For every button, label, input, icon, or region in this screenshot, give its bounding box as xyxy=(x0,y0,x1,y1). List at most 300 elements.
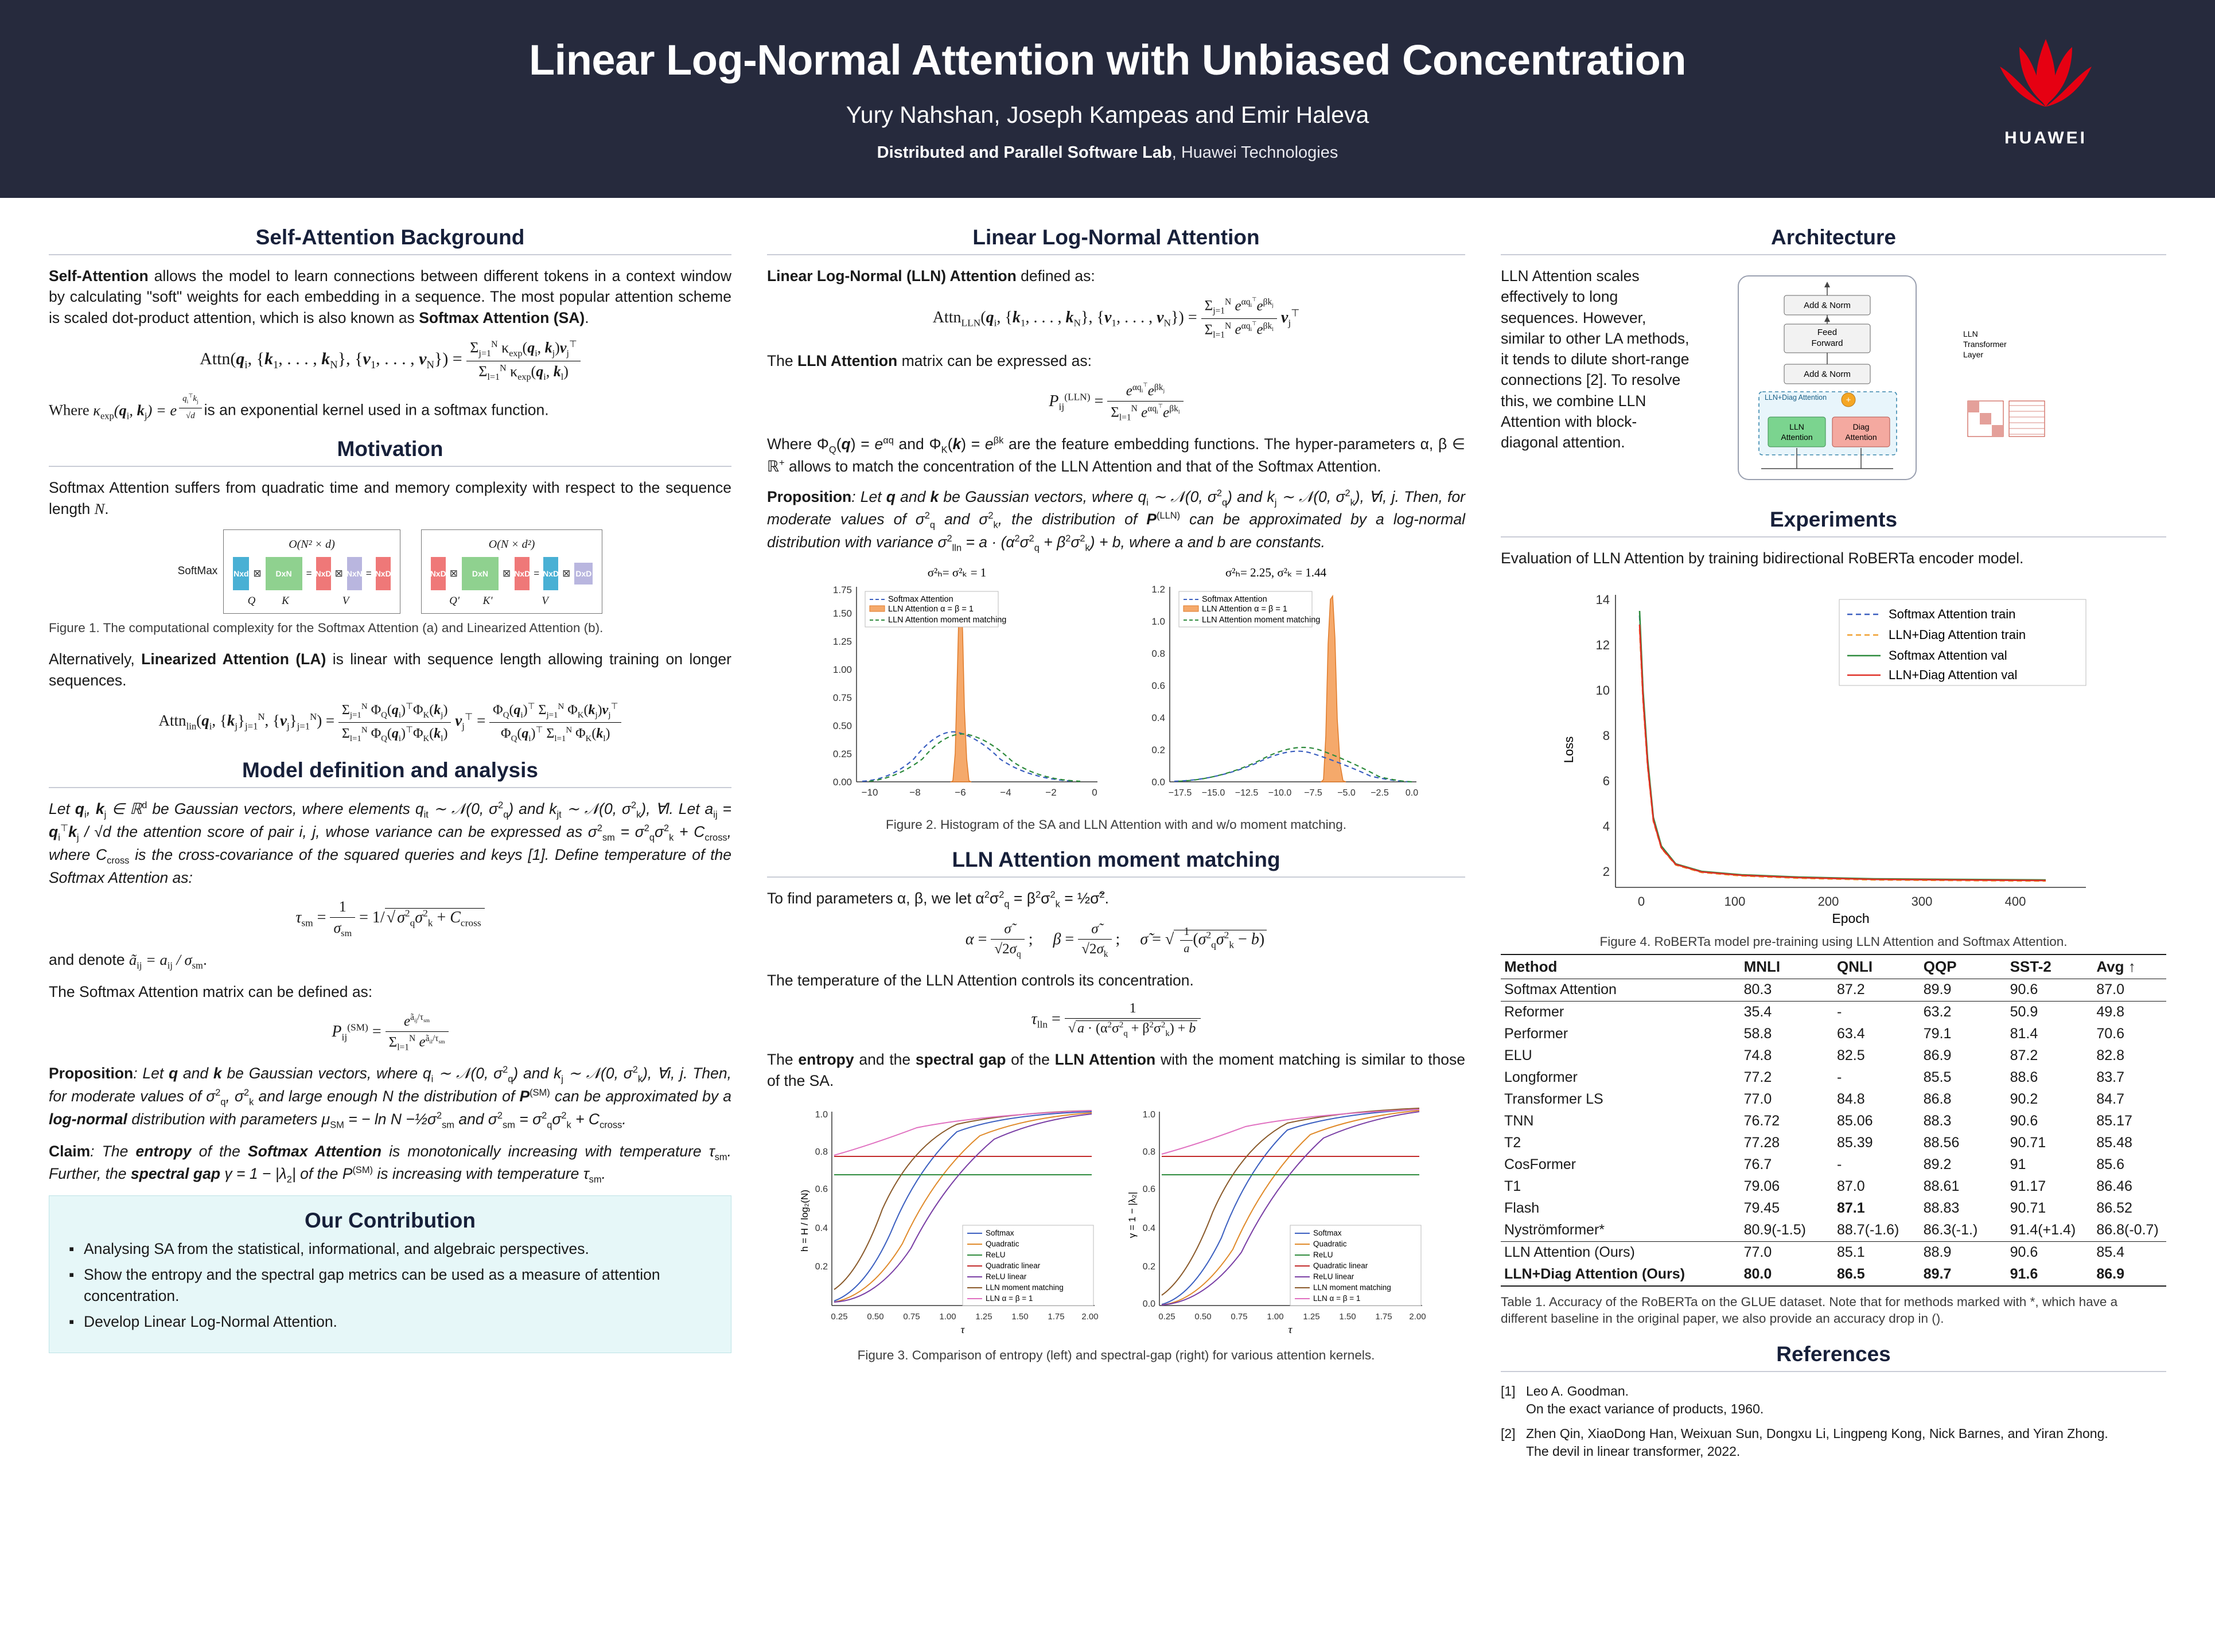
svg-text:Quadratic linear: Quadratic linear xyxy=(1313,1261,1368,1270)
svg-text:Softmax Attention train: Softmax Attention train xyxy=(1889,607,2016,622)
figure1-panel-a xyxy=(223,529,400,614)
svg-text:ReLU linear: ReLU linear xyxy=(1313,1272,1354,1281)
block-nxd-b2: NxD xyxy=(515,557,530,590)
equation-softmax-attention: $Attn(q_i$, {$k_1$, . . . , $k_N$}, {$v_1$, . . . , $v_N$}) = $\frac{\Sigma_{j=1}^N \kappa_{exp}(q_i, k_j)v_j^⊤}{\Sigma_{l=1}^N \kappa_{exp}(q_i, k_l)}$ xyxy=(49,338,731,383)
cell-method: LLN Attention (Ours) xyxy=(1501,1241,1741,1264)
cell-sst2: 91.17 xyxy=(2010,1178,2046,1195)
svg-text:τ: τ xyxy=(960,1323,964,1336)
table-row xyxy=(1501,1176,2166,1198)
svg-text:0.00: 0.00 xyxy=(832,777,852,788)
self-attention-text-end: . xyxy=(585,309,589,326)
section-title-architecture: Architecture xyxy=(1771,225,1896,249)
moment-matching-intro: To find parameters α, β, we let $\alpha^2\sigma^2_q = \beta^2\sigma^2_k$ = ½σ̃$^2$. xyxy=(767,890,1110,910)
svg-text:0: 0 xyxy=(1637,894,1645,909)
svg-text:8: 8 xyxy=(1602,728,1610,743)
svg-text:2.00: 2.00 xyxy=(1081,1311,1099,1322)
svg-text:−2.5: −2.5 xyxy=(1370,788,1389,798)
svg-text:−10: −10 xyxy=(861,787,878,798)
svg-text:Forward: Forward xyxy=(1811,338,1843,348)
section-title-experiments: Experiments xyxy=(1769,508,1898,531)
lln-definition-intro xyxy=(767,266,1465,286)
svg-text:Epoch: Epoch xyxy=(1832,911,1870,926)
cell-avg: 82.8 xyxy=(2096,1047,2125,1064)
cell-method: CosFormer xyxy=(1504,1156,1576,1173)
figure1-softmax-label: SoftMax xyxy=(177,565,218,578)
reference-body xyxy=(1526,1382,1764,1418)
svg-text:0.2: 0.2 xyxy=(815,1261,828,1272)
col-qqp: QQP xyxy=(1923,957,1957,975)
svg-text:400: 400 xyxy=(2004,894,2026,909)
svg-text:0.6: 0.6 xyxy=(1151,680,1165,692)
col-method: Method xyxy=(1504,957,1558,975)
lln-matrix-a: The xyxy=(767,352,798,370)
svg-text:Softmax Attention: Softmax Attention xyxy=(1201,595,1267,605)
svg-text:−15.0: −15.0 xyxy=(1201,788,1225,798)
cell-sst2: 91.6 xyxy=(2010,1266,2038,1283)
cell-qnli: 86.5 xyxy=(1836,1266,1865,1283)
divider xyxy=(49,787,731,788)
cell-mnli: 79.45 xyxy=(1743,1200,1780,1217)
cell-qqp: 86.9 xyxy=(1923,1047,1952,1064)
experiments-intro: Evaluation of LLN Attention by training bidirectional RoBERTa encoder model. xyxy=(1501,550,2024,567)
cell-mnli: 74.8 xyxy=(1743,1047,1772,1064)
section-title-motivation: Motivation xyxy=(337,437,443,461)
list-item: ▪ Develop Linear Log-Normal Attention. xyxy=(84,1311,714,1332)
svg-text:LLN Attention moment matching: LLN Attention moment matching xyxy=(887,615,1006,625)
svg-text:1.25: 1.25 xyxy=(832,636,852,648)
svg-text:1.2: 1.2 xyxy=(1151,584,1165,595)
cell-sst2: 91.4(+1.4) xyxy=(2010,1222,2076,1238)
cell-avg: 85.17 xyxy=(2096,1113,2132,1129)
block-dxn-b: DxN xyxy=(462,557,499,590)
svg-text:1.50: 1.50 xyxy=(832,608,852,620)
cell-qqp: 88.56 xyxy=(1923,1135,1960,1151)
svg-text:σ²ₕ= σ²ₖ = 1: σ²ₕ= σ²ₖ = 1 xyxy=(927,566,986,580)
svg-text:1.75: 1.75 xyxy=(1047,1311,1065,1322)
section-title-model-definition: Model definition and analysis xyxy=(242,758,538,782)
sm-matrix-intro: The Softmax Attention matrix can be defined as: xyxy=(49,983,373,1001)
svg-text:−17.5: −17.5 xyxy=(1168,788,1192,798)
figure2-left-plot xyxy=(805,564,1109,811)
svg-text:Softmax Attention val: Softmax Attention val xyxy=(1889,648,2007,663)
huawei-logo xyxy=(1974,34,2117,148)
cell-sst2: 90.71 xyxy=(2010,1135,2046,1151)
svg-text:100: 100 xyxy=(1724,894,1746,909)
block-nxd-b1: NxD xyxy=(431,557,446,590)
reference-number: [2] xyxy=(1501,1426,1516,1441)
affiliation-org: , Huawei Technologies xyxy=(1171,143,1338,162)
svg-text:LLN: LLN xyxy=(1789,422,1804,431)
figure-1-complexity xyxy=(49,529,731,614)
huawei-brand-label: HUAWEI xyxy=(2004,128,2087,147)
svg-text:Quadratic: Quadratic xyxy=(985,1239,1019,1248)
svg-text:2: 2 xyxy=(1602,864,1610,879)
entropy-term: entropy xyxy=(798,1051,854,1069)
proposition-lln: Proposition: Let q and k be Gaussian vectors, where $q_i$ ∼ 𝒩(0, $\sigma^2_q$) and $k_j$ ∼ 𝒩(0, $\sigma^2_k$), ∀i, j. Then, for moderate values of $\sigma^2_q$ and $\sigma^2_k$, the distribution of $P^{(LLN)}$ can be approximated by a log-normal distribution with variance $\sigma^2_{lln} = a \cdot (\alpha^2\sigma^2_q + \beta^2\sigma^2_k) + b$, where a and b are constants. xyxy=(767,488,1466,554)
figure-2-histograms xyxy=(767,564,1465,811)
block-nxd-b3: NxD xyxy=(543,557,558,590)
col-avg: Avg ↑ xyxy=(2096,957,2136,975)
cell-qnli: 85.39 xyxy=(1836,1135,1873,1151)
svg-text:1.75: 1.75 xyxy=(832,585,852,596)
figure1-blocks-a xyxy=(233,557,390,590)
figure-4-caption: Figure 4. RoBERTa model pre-training using LLN Attention and Softmax Attention. xyxy=(1599,934,2068,949)
svg-text:2.00: 2.00 xyxy=(1408,1311,1426,1322)
la-term: Linearized Attention (LA) xyxy=(141,650,326,668)
table-row xyxy=(1501,1154,2166,1176)
esn-b: and the xyxy=(854,1051,916,1069)
architecture-paragraph: LLN Attention scales effectively to long sequences. However, similar to other LA methods, it tends to dilute short-range connections [2]. To resolve this, we combine LLN Attention with block-diagonal attention. xyxy=(1501,267,1690,451)
svg-text:γ = 1 − |λ₂|: γ = 1 − |λ₂| xyxy=(1126,1191,1138,1238)
lln-intro-text: defined as: xyxy=(1016,267,1095,285)
entropy-spectral-note xyxy=(767,1049,1465,1091)
svg-text:Transformer: Transformer xyxy=(1963,340,2007,349)
cell-method: LLN+Diag Attention (Ours) xyxy=(1504,1266,1685,1283)
self-attention-term: Self-Attention xyxy=(49,267,149,285)
cell-qnli: - xyxy=(1833,1001,1920,1023)
svg-text:10: 10 xyxy=(1595,683,1610,698)
cell-mnli: 77.0 xyxy=(1743,1091,1772,1108)
svg-text:LLN Attention α = β = 1: LLN Attention α = β = 1 xyxy=(887,605,974,614)
lln-attention-term-2: LLN Attention xyxy=(1054,1051,1156,1069)
equation-temperature-sm: $\tau_{sm}$ = $\frac{1}{\sigma_{sm}}$ = 1/ √ $\sigma^2_q\sigma^2_k + C_{cross}$ xyxy=(49,898,731,939)
table-header-row xyxy=(1501,954,2166,979)
col-mnli: MNLI xyxy=(1743,957,1781,975)
architecture-diagram xyxy=(1704,269,2060,493)
reference-body xyxy=(1526,1425,2108,1460)
cell-sst2: 90.6 xyxy=(2010,1113,2038,1129)
svg-text:Quadratic: Quadratic xyxy=(1313,1239,1347,1248)
svg-text:0.50: 0.50 xyxy=(866,1311,884,1322)
claim-label: Claim xyxy=(49,1142,91,1160)
divider xyxy=(1501,254,2166,255)
linearized-attention-paragraph xyxy=(49,649,731,691)
kernel-note: Where $\kappa_{exp}(q_i$, $k_j) = e$ $^{\frac{q_i^⊤k_j}{√d}}$ is an exponential kernel used in a softmax function. xyxy=(49,393,549,421)
block-nxd-2: NxD xyxy=(376,557,391,590)
cell-qqp: 86.8 xyxy=(1923,1091,1952,1108)
column-middle xyxy=(767,221,1465,1467)
poster-columns xyxy=(0,198,2215,1490)
section-title-moment-matching: LLN Attention moment matching xyxy=(952,848,1280,872)
cell-qqp: 89.7 xyxy=(1923,1266,1952,1283)
cell-qnli: 82.5 xyxy=(1836,1047,1865,1064)
svg-text:−8: −8 xyxy=(909,787,921,798)
poster-header xyxy=(0,0,2215,198)
self-attention-paragraph xyxy=(49,266,731,328)
svg-text:0.4: 0.4 xyxy=(1142,1223,1155,1233)
svg-text:0.75: 0.75 xyxy=(902,1311,920,1322)
figure3-right-plot xyxy=(1124,1100,1437,1341)
svg-text:1.25: 1.25 xyxy=(1302,1311,1320,1322)
section-title-contribution: Our Contribution xyxy=(305,1209,476,1233)
reference-number: [1] xyxy=(1501,1383,1516,1398)
cell-mnli: 76.7 xyxy=(1743,1156,1772,1173)
svg-text:−5.0: −5.0 xyxy=(1337,788,1356,798)
cell-method: ELU xyxy=(1504,1047,1532,1064)
block-nxn-2: NxN xyxy=(347,557,362,590)
lln-matrix-b: matrix can be expressed as: xyxy=(897,352,1092,370)
table-row xyxy=(1501,1219,2166,1242)
figure1-complexity-b: O(N × d²) xyxy=(488,537,535,551)
cell-method: Softmax Attention xyxy=(1504,981,1617,998)
cell-qnli: 85.06 xyxy=(1836,1113,1873,1129)
svg-text:Attention: Attention xyxy=(1781,433,1813,442)
la-text-b: is linear with sequence length allowing training on longer sequences. xyxy=(49,650,731,689)
svg-text:0.25: 0.25 xyxy=(830,1311,848,1322)
affiliation-lab: Distributed and Parallel Software Lab xyxy=(877,143,1172,162)
kernel-note-text: is an exponential kernel used in a softmax function. xyxy=(204,401,549,419)
svg-text:0.50: 0.50 xyxy=(832,720,852,732)
temperature-note: The temperature of the LLN Attention controls its concentration. xyxy=(767,972,1194,989)
cell-avg: 70.6 xyxy=(2096,1026,2125,1042)
cell-method: Reformer xyxy=(1501,1001,1741,1023)
cell-method: T2 xyxy=(1504,1135,1521,1151)
cell-method: Longformer xyxy=(1504,1069,1578,1086)
svg-text:LLN Attention moment matching: LLN Attention moment matching xyxy=(1201,615,1320,625)
cell-mnli: 77.28 xyxy=(1743,1135,1780,1151)
cell-avg: 86.52 xyxy=(2096,1200,2132,1217)
figure1-label-k: K xyxy=(282,594,289,607)
svg-text:0.75: 0.75 xyxy=(832,692,852,704)
table-1-caption: Table 1. Accuracy of the RoBERTa on the GLUE dataset. Note that for methods marked with *, which have a different baseline in the original paper, we also provide an accuracy drop in (). xyxy=(1501,1294,2118,1326)
results-table xyxy=(1501,954,2166,1287)
column-left xyxy=(49,221,731,1467)
architecture-row xyxy=(1501,266,2166,493)
svg-text:4: 4 xyxy=(1602,819,1610,834)
self-attention-text: allows the model to learn connections between different tokens in a context window by calculating "soft" weights for each embedding in a sequence. The most popular attention scheme is scaled dot-product attention, which is also known as xyxy=(49,267,731,326)
svg-text:14: 14 xyxy=(1595,593,1610,607)
cell-sst2: 50.9 xyxy=(2007,1001,2093,1023)
multiply-icon-b2: ⊠ xyxy=(502,567,511,579)
proposition-lln-label: Proposition xyxy=(767,488,852,505)
svg-text:LLN+Diag Attention: LLN+Diag Attention xyxy=(1764,393,1827,402)
motivation-paragraph: Softmax Attention suffers from quadratic time and memory complexity with respect to the sequence length N. xyxy=(49,479,731,517)
divider xyxy=(767,254,1465,255)
svg-text:1.0: 1.0 xyxy=(815,1109,828,1120)
table-row xyxy=(1501,1264,2166,1286)
lln-term: Linear Log-Normal (LLN) Attention xyxy=(767,267,1017,285)
cell-sst2: 87.2 xyxy=(2010,1047,2038,1064)
cell-qqp: 88.9 xyxy=(1920,1241,2007,1264)
equals-icon: = xyxy=(306,567,312,579)
figure-2-caption: Figure 2. Histogram of the SA and LLN Attention with and w/o moment matching. xyxy=(886,817,1346,832)
reference-line: The devil in linear transformer, 2022. xyxy=(1526,1444,1741,1459)
figure1-label-qp: Q' xyxy=(449,594,460,607)
svg-text:Softmax Attention: Softmax Attention xyxy=(887,595,953,605)
cell-method: TNN xyxy=(1504,1113,1534,1129)
svg-text:0.6: 0.6 xyxy=(815,1184,828,1194)
affiliation xyxy=(877,143,1338,162)
block-nxn-1: NxD xyxy=(316,557,331,590)
cell-sst2: 90.71 xyxy=(2010,1200,2046,1217)
figure1-label-v: V xyxy=(342,594,349,607)
svg-text:LLN moment matching: LLN moment matching xyxy=(985,1283,1064,1292)
svg-text:1.75: 1.75 xyxy=(1375,1311,1392,1322)
figure-3-caption: Figure 3. Comparison of entropy (left) and spectral-gap (right) for various attention kernels. xyxy=(857,1347,1375,1362)
svg-text:1.00: 1.00 xyxy=(832,664,852,676)
table-row xyxy=(1501,1132,2166,1154)
svg-text:Feed: Feed xyxy=(1817,328,1838,337)
list-item: ▪ Analysing SA from the statistical, informational, and algebraic perspectives. xyxy=(84,1238,714,1260)
equation-alpha-beta: α = $\frac{\sigmã}{√2\sigma_q}$ ; β = $\frac{\sigmã}{√2\sigma_k}$ ; σ̃ = √ $\frac{1}{a}$ $(\sigma^2_q\sigma^2_k - b)$ xyxy=(767,921,1465,960)
cell-qnli: 87.1 xyxy=(1836,1200,1865,1217)
svg-text:1.00: 1.00 xyxy=(939,1311,956,1322)
figure1-complexity-a: O(N² × d) xyxy=(289,537,335,551)
esn-d: with the moment matching is similar to those of the SA. xyxy=(767,1051,1466,1089)
cell-mnli: 80.9(-1.5) xyxy=(1743,1222,1806,1238)
column-right xyxy=(1501,221,2166,1467)
la-text-a: Alternatively, xyxy=(49,650,142,668)
cell-sst2: 91 xyxy=(2010,1156,2026,1173)
multiply-icon: ⊠ xyxy=(253,567,262,579)
equation-lln-attention: $Attn_{LLN}(q_i$, {$k_1$, . . . , $k_N$}, {$v_1$, . . . , $v_N$}) = $\frac{\Sigma_{j=1}^N e^{\alpha q_i^⊤}e^{\beta k_j}}{\Sigma_{l=1}^N e^{\alpha q_i^⊤}e^{\beta k_l}}$ $v_j^⊤$ xyxy=(932,297,1300,340)
svg-text:1.0: 1.0 xyxy=(1151,616,1165,628)
contribution-list xyxy=(67,1238,714,1332)
table-row xyxy=(1501,1045,2166,1067)
figure1-label-q: Q xyxy=(247,594,256,607)
svg-text:0.4: 0.4 xyxy=(815,1223,828,1233)
equation-sm-matrix: $P_{ij}^{(SM)}$ = $\frac{e^{ã_{ij}/\tau_{sm}}}{\Sigma_{l=1}^N e^{ã_{il}/\tau_{sm}}}$ xyxy=(49,1012,731,1053)
svg-text:τ: τ xyxy=(1288,1323,1292,1336)
svg-text:LLN+Diag Attention val: LLN+Diag Attention val xyxy=(1889,668,2018,683)
cell-qqp: 89.2 xyxy=(1923,1156,1952,1173)
svg-text:0.25: 0.25 xyxy=(1158,1311,1175,1322)
svg-text:0.75: 0.75 xyxy=(1230,1311,1248,1322)
model-definition-paragraph: Let $q_i$, $k_j$ ∈ ℝ$^d$ be Gaussian vectors, where elements $q_{it}$ ∼ 𝒩(0, $\sigma^2_q$) and $k_{jt}$ ∼ 𝒩(0, $\sigma^2_k$), ∀l. Let $a_{ij} = q_i^⊤k_j / √d$ the attention score of pair i, j, whose variance can be expressed as $\sigma^2_{sm} = \sigma^2_q\sigma^2_k + C_{cross}$, where $C_{cross}$ is the cross-covariance of the squared queries and keys [1]. Define temperature of the Softmax Attention as: xyxy=(49,800,731,886)
cell-method: T1 xyxy=(1504,1178,1521,1195)
block-dxn: DxN xyxy=(266,557,302,590)
table-row xyxy=(1501,1067,2166,1089)
svg-text:Diag: Diag xyxy=(1852,422,1870,431)
svg-text:LLN: LLN xyxy=(1963,329,1978,338)
equation-linear-attention: $Attn_{lin}(q_i$, $\{k_j\}_{j=1}^N$, $\{v_j\}_{j=1}^N$) = $\frac{\Sigma_{j=1}^N \Phi_Q(q_i)^⊤\Phi_K(k_j)}{\Sigma_{l=1}^N \Phi_Q(q_i)^⊤\Phi_K(k_l)}$ $v_j^⊤$ = $\frac{\Phi_Q(q_i)^⊤ \Sigma_{j=1}^N \Phi_K(k_j)v_j^⊤}{\Phi_Q(q_i)^⊤ \Sigma_{l=1}^N \Phi_K(k_l)}$ xyxy=(49,701,731,744)
cell-avg: 83.7 xyxy=(2096,1069,2125,1086)
svg-text:Layer: Layer xyxy=(1963,350,1984,359)
table-row xyxy=(1501,1001,2166,1023)
cell-qnli: 88.7(-1.6) xyxy=(1836,1222,1899,1238)
table-row xyxy=(1501,1241,2166,1264)
cell-method: Performer xyxy=(1504,1026,1568,1042)
svg-text:Add & Norm: Add & Norm xyxy=(1804,369,1851,379)
cell-sst2: 88.6 xyxy=(2010,1069,2038,1086)
svg-text:σ²ₕ= 2.25, σ²ₖ = 1.44: σ²ₕ= 2.25, σ²ₖ = 1.44 xyxy=(1225,566,1326,580)
divider xyxy=(49,466,731,467)
divider xyxy=(49,254,731,255)
figure1-label-kp: K' xyxy=(482,594,493,607)
svg-text:200: 200 xyxy=(1817,894,1839,909)
lln-feature-map-note: Where $\Phi_Q(q) = e^{\alpha q}$ and $\Phi_K(k) = e^{\beta k}$ are the feature embedding functions. The hyper-parameters α, β ∈ ℝ+ allows to match the concentration of the LLN Attention and that of the Softmax Attention. xyxy=(767,435,1466,476)
cell-avg: 86.9 xyxy=(2096,1266,2125,1283)
cell-avg: 84.7 xyxy=(2096,1091,2125,1108)
svg-text:LLN α = β = 1: LLN α = β = 1 xyxy=(1313,1293,1360,1303)
svg-text:−12.5: −12.5 xyxy=(1235,788,1258,798)
cell-sst2: 90.6 xyxy=(2007,1241,2093,1264)
svg-text:0.0: 0.0 xyxy=(1151,777,1165,788)
section-title-self-attention: Self-Attention Background xyxy=(255,225,525,249)
multiply-icon-2: ⊠ xyxy=(334,567,343,579)
cell-qqp: 89.9 xyxy=(1923,981,1952,998)
reference-line: On the exact variance of products, 1960. xyxy=(1526,1401,1764,1416)
cell-mnli: 58.8 xyxy=(1743,1026,1772,1042)
figure1-blocks-b xyxy=(431,557,593,590)
huawei-flower-icon xyxy=(1974,34,2117,120)
svg-text:LLN Attention α = β = 1: LLN Attention α = β = 1 xyxy=(1201,605,1287,614)
cell-method: Flash xyxy=(1504,1200,1540,1217)
list-item xyxy=(1501,1382,2166,1418)
block-nxd-1: Nxd xyxy=(233,557,249,590)
svg-text:LLN α = β = 1: LLN α = β = 1 xyxy=(985,1293,1033,1303)
svg-text:0.8: 0.8 xyxy=(1151,648,1165,660)
figure3-left-plot xyxy=(796,1100,1109,1341)
svg-text:Attention: Attention xyxy=(1845,433,1877,442)
esn-c: of the xyxy=(1006,1051,1055,1069)
cell-mnli: 79.06 xyxy=(1743,1178,1780,1195)
lln-matrix-intro xyxy=(767,350,1465,371)
table-row xyxy=(1501,1111,2166,1132)
denote-note: and denote $ã_{ij} = a_{ij} / \sigma_{sm}$. xyxy=(49,951,208,971)
svg-text:ReLU linear: ReLU linear xyxy=(985,1272,1026,1281)
svg-text:Quadratic linear: Quadratic linear xyxy=(985,1261,1040,1270)
cell-qqp: 63.2 xyxy=(1920,1001,2007,1023)
our-contribution-box xyxy=(49,1195,731,1353)
svg-text:ReLU: ReLU xyxy=(1313,1250,1333,1259)
softmax-attention-term: Softmax Attention (SA) xyxy=(419,309,585,326)
cell-qnli: 63.4 xyxy=(1836,1026,1865,1042)
cell-mnli: 80.0 xyxy=(1743,1266,1772,1283)
cell-avg: 49.8 xyxy=(2093,1001,2166,1023)
col-qnli: QNLI xyxy=(1836,957,1873,975)
svg-text:1.50: 1.50 xyxy=(1011,1311,1029,1322)
section-title-lln-attention: Linear Log-Normal Attention xyxy=(972,225,1260,249)
figure-3-plots xyxy=(767,1100,1465,1341)
table-body xyxy=(1501,979,2166,1286)
cell-qnli: 87.2 xyxy=(1836,981,1865,998)
cell-mnli: 35.4 xyxy=(1741,1001,1833,1023)
svg-text:Add & Norm: Add & Norm xyxy=(1804,301,1851,310)
svg-text:Loss: Loss xyxy=(1562,737,1576,763)
svg-text:+: + xyxy=(1846,395,1851,405)
figure1-panel-b xyxy=(421,529,603,614)
svg-text:LLN+Diag Attention train: LLN+Diag Attention train xyxy=(1889,628,2026,642)
table-row xyxy=(1501,1023,2166,1045)
svg-text:0.2: 0.2 xyxy=(1142,1261,1155,1272)
cell-avg: 85.4 xyxy=(2093,1241,2166,1264)
svg-text:0.0: 0.0 xyxy=(1405,788,1418,798)
svg-text:−2: −2 xyxy=(1045,787,1057,798)
figure1-names-b xyxy=(447,595,577,607)
lln-matrix-term: LLN Attention xyxy=(797,352,898,370)
svg-text:0: 0 xyxy=(1091,787,1097,798)
figure1-label-v2: V xyxy=(542,594,548,607)
equation-lln-matrix: $P_{ij}^{(LLN)}$ = $\frac{e^{\alpha q_i^⊤}e^{\beta k_j}}{\Sigma_{l=1}^N e^{\alpha q_i^⊤}e^{\beta k_l}}$ xyxy=(767,382,1465,423)
multiply-icon-b1: ⊠ xyxy=(449,567,458,579)
cell-qnli: 84.8 xyxy=(1836,1091,1865,1108)
cell-sst2: 90.6 xyxy=(2010,981,2038,998)
claim-sm: Claim: The entropy of the Softmax Attention is monotonically increasing with temperature $\tau_{sm}$. Further, the spectral gap $\gamma = 1 - |\lambda_2|$ of the $P^{(SM)}$ is increasing with temperature $\tau_{sm}$. xyxy=(49,1142,731,1185)
cell-method: Nyströmformer* xyxy=(1504,1222,1605,1238)
cell-qqp: 88.61 xyxy=(1923,1178,1960,1195)
cell-mnli: 76.72 xyxy=(1743,1113,1780,1129)
svg-text:−6: −6 xyxy=(954,787,966,798)
equals-icon-2: = xyxy=(365,567,372,579)
cell-avg: 86.46 xyxy=(2096,1178,2132,1195)
cell-qqp: 85.5 xyxy=(1923,1069,1952,1086)
svg-text:1.00: 1.00 xyxy=(1266,1311,1284,1322)
svg-text:−4: −4 xyxy=(999,787,1011,798)
section-title-references: References xyxy=(1776,1342,1891,1366)
divider xyxy=(767,876,1465,878)
table-row xyxy=(1501,979,2166,1001)
